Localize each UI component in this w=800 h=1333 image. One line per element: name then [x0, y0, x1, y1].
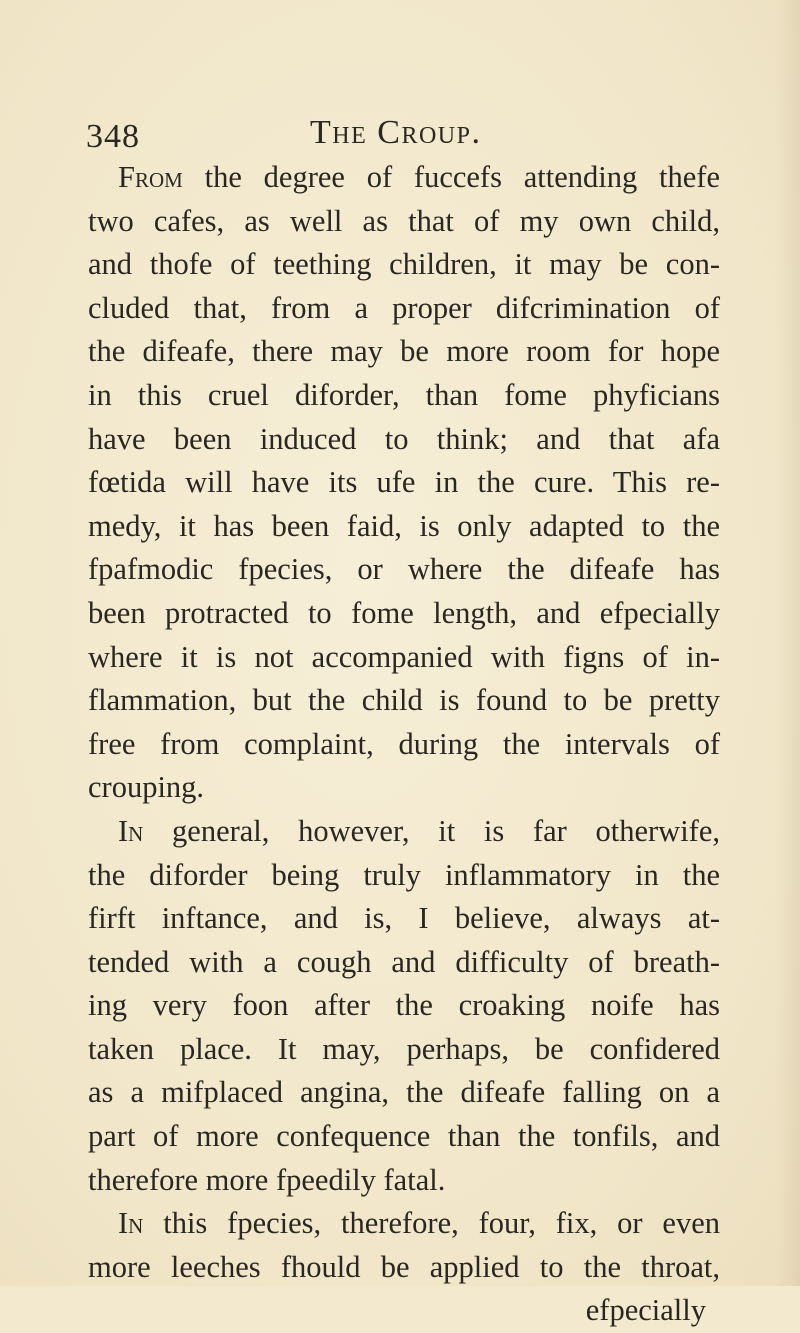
text-line: cluded that, from a proper difcrimination of	[88, 290, 720, 325]
text-line: the difeafe, there may be more room for hope	[88, 334, 720, 369]
text-line: more leeches fhould be applied to the throat,	[88, 1249, 720, 1284]
text-line: fpafmodic fpecies, or where the difeafe has	[88, 552, 720, 587]
text-line: the diforder being truly inflammatory in the	[88, 857, 720, 892]
text-line: firft inftance, and is, I believe, always at-	[88, 901, 720, 936]
line-text: this fpecies, therefore, four, fix, or even	[143, 1206, 720, 1241]
paragraph-lead-word: From	[118, 160, 183, 194]
running-title: The Croup.	[310, 114, 482, 151]
text-line: and thofe of teething children, it may be con-	[88, 247, 720, 282]
text-line: part of more confequence than the tonfils, and	[88, 1119, 720, 1154]
text-line	[88, 156, 720, 200]
page-number: 348	[86, 118, 140, 155]
text-line: two cafes, as well as that of my own child,	[88, 203, 720, 238]
text-line: been protracted to fome length, and efpecially	[88, 595, 720, 630]
text-line: crouping.	[88, 770, 205, 805]
body-text	[88, 156, 720, 1333]
text-line: as a mifplaced angina, the difeafe falling on a	[88, 1075, 720, 1110]
catchword: efpecially	[585, 1293, 706, 1328]
text-line: therefore more fpeedily fatal.	[88, 1162, 446, 1197]
text-line: where it is not accompanied with figns of in-	[88, 639, 720, 674]
running-head	[0, 112, 800, 162]
text-line: in this cruel diforder, than fome phyficians	[88, 377, 720, 412]
text-line: flammation, but the child is found to be pretty	[88, 683, 720, 718]
text-line: have been induced to think; and that afa	[88, 421, 720, 456]
text-line: medy, it has been faid, is only adapted to the	[88, 508, 720, 543]
text-line: fœtida will have its ufe in the cure. This re-	[88, 465, 720, 500]
paragraph-lead-word: In	[118, 1206, 144, 1241]
text-line	[88, 1202, 720, 1246]
line-text: general, however, it is far otherwife,	[143, 813, 720, 848]
text-line: free from complaint, during the intervals of	[88, 726, 720, 761]
text-line: tended with a cough and difficulty of breath-	[88, 944, 720, 979]
text-line	[88, 810, 720, 854]
paragraph-lead-word: In	[118, 813, 144, 848]
text-line: ing very foon after the croaking noife has	[88, 988, 720, 1023]
text-line: taken place. It may, perhaps, be confidered	[88, 1031, 720, 1066]
line-text: the degree of fuccefs attending thefe	[182, 160, 720, 194]
